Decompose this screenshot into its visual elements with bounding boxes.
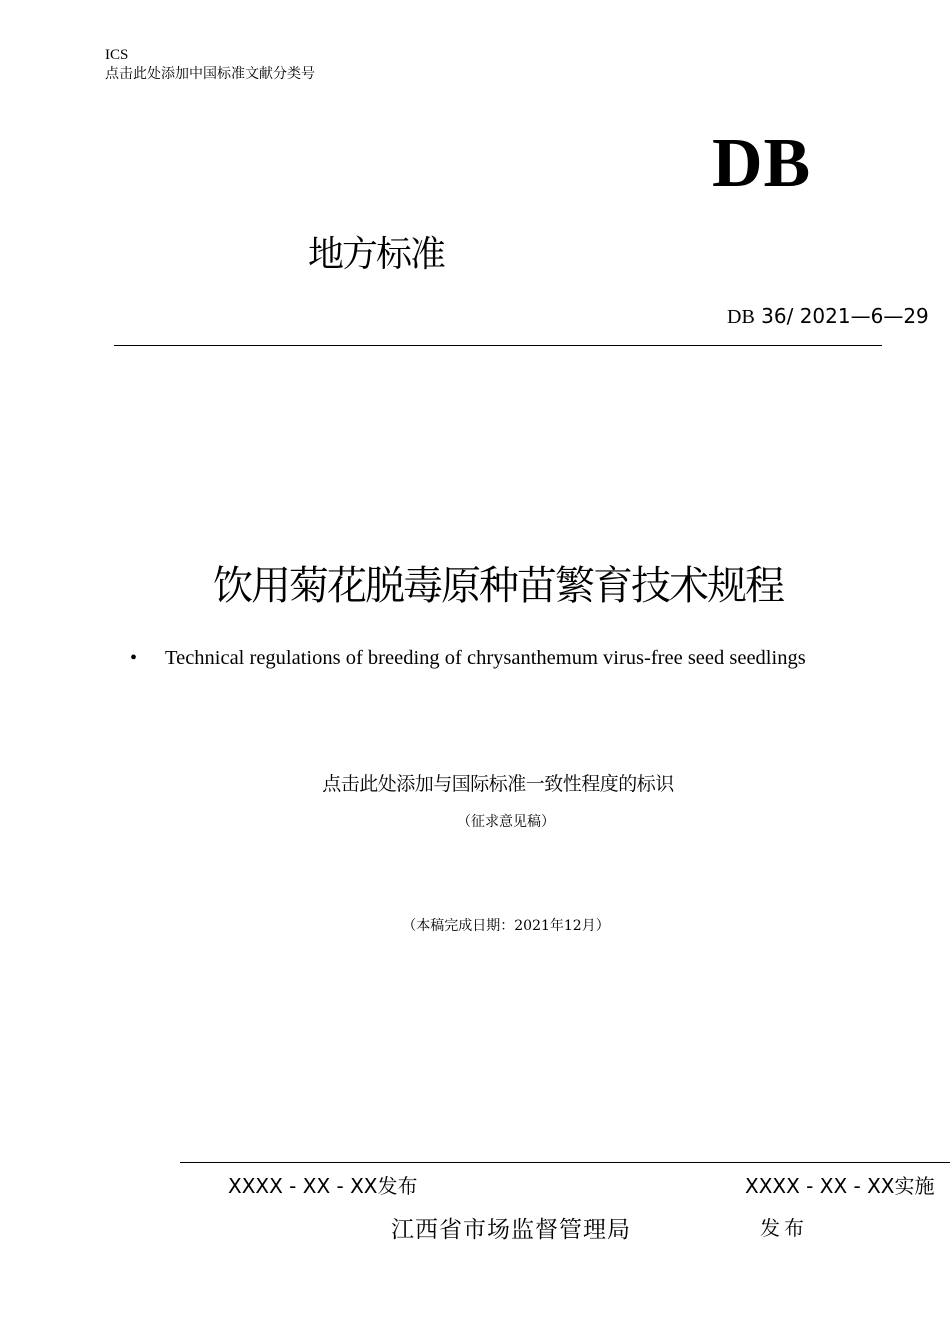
issued-label: 发布 (760, 1216, 808, 1240)
implement-date[interactable]: XXXX - XX - XX实施 (745, 1174, 935, 1198)
standard-number-prefix: DB (727, 306, 755, 328)
standard-type: 地方标准 (308, 234, 445, 275)
header-divider (114, 345, 882, 346)
document-title-chinese: 饮用菊花脱毒原种苗繁育技术规程 (213, 563, 783, 609)
completion-date: （本稿完成日期：2021年12月） (402, 918, 610, 934)
bullet-icon: • (130, 647, 138, 669)
publish-date[interactable]: XXXX - XX - XX发布 (228, 1174, 418, 1198)
draft-status: （征求意见稿） (457, 814, 555, 830)
issuing-authority: 江西省市场监督管理局 (391, 1217, 631, 1243)
footer-divider (180, 1162, 950, 1163)
standard-number-value: 36/ 2021—6—29 (761, 304, 929, 328)
db-logo: DB (712, 125, 812, 202)
document-title-english: Technical regulations of breeding of chrysanthemum virus-free seed seedlings (165, 647, 806, 669)
ics-code: ICS (105, 47, 129, 63)
standard-number (727, 303, 929, 330)
ics-classification-placeholder[interactable]: 点击此处添加中国标准文献分类号 (105, 66, 315, 82)
consistency-placeholder[interactable]: 点击此处添加与国际标准一致性程度的标识 (322, 773, 674, 795)
